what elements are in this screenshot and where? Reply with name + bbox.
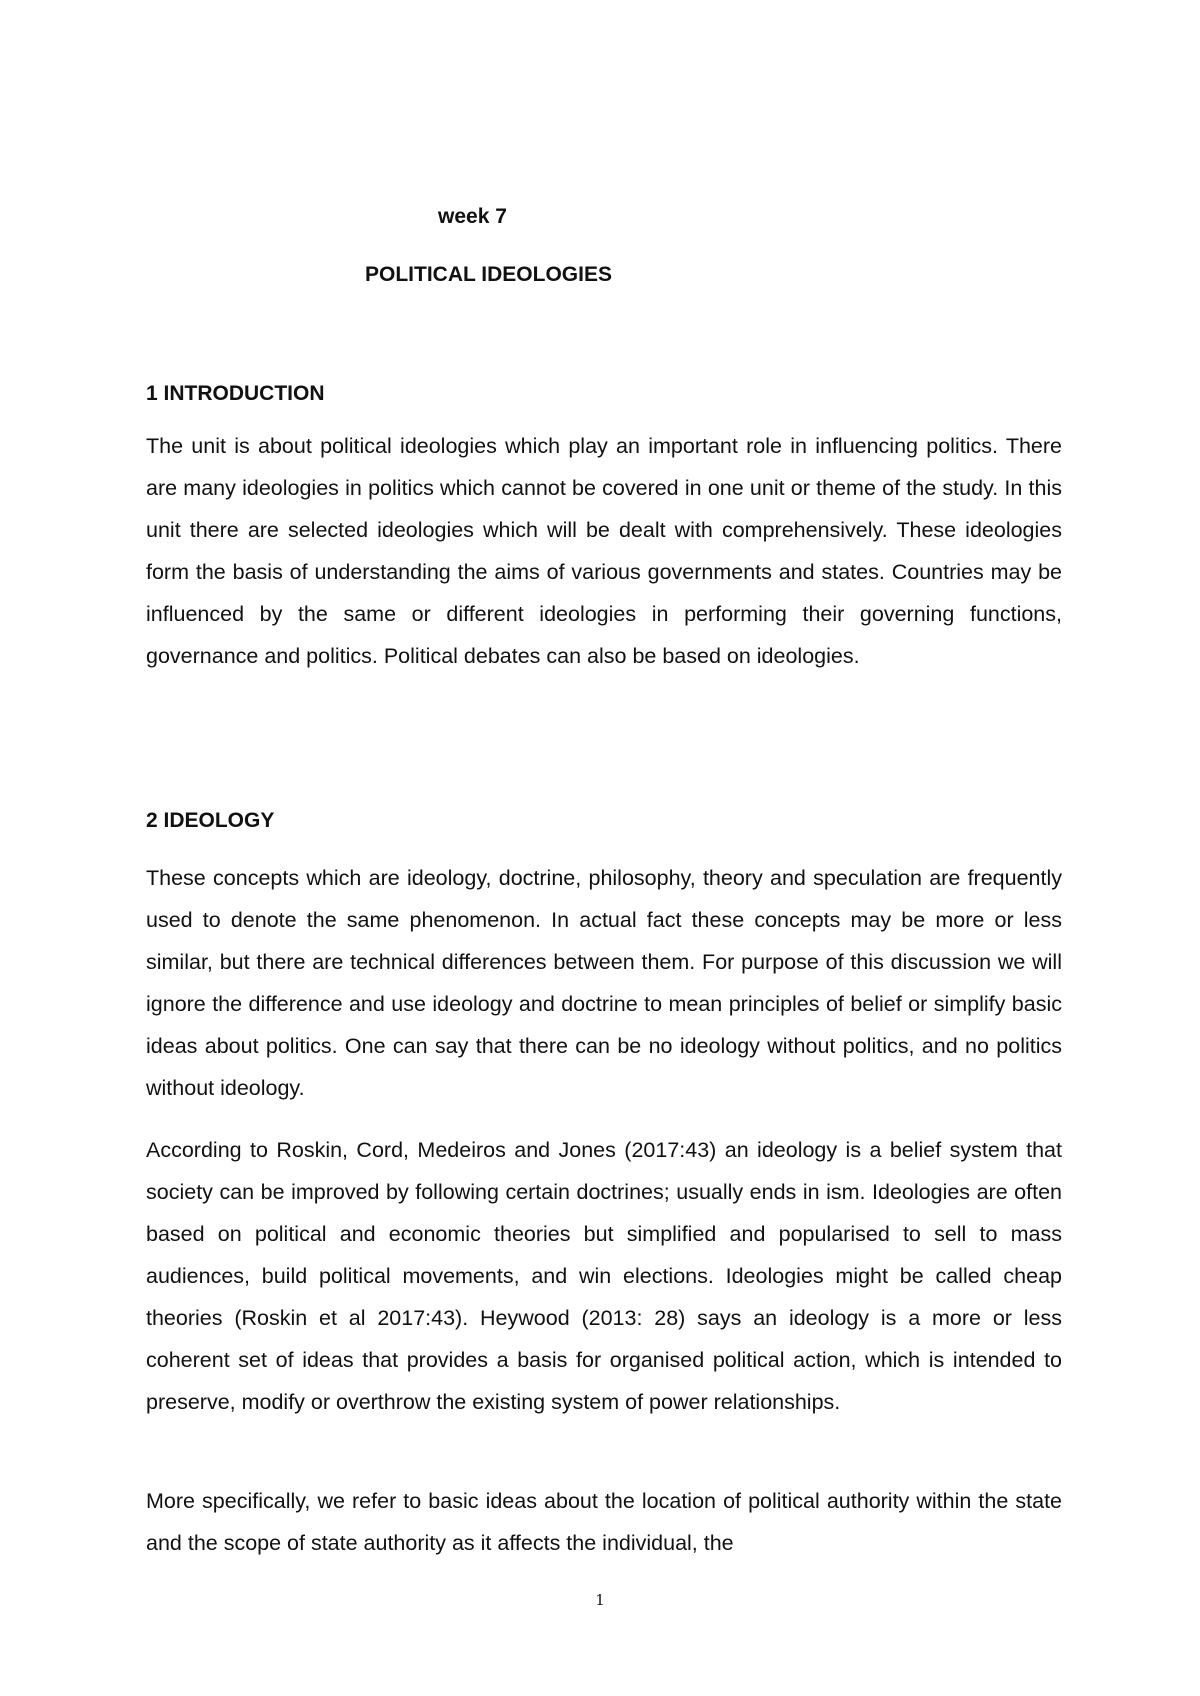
section-heading-ideology: 2 IDEOLOGY <box>146 809 275 832</box>
section-heading-introduction: 1 INTRODUCTION <box>146 382 325 405</box>
paragraph-ideology-specifics: More specifically, we refer to basic ideas about the location of political authority within the state and the scope of state authority as it affects the individual, the <box>146 1489 1062 1555</box>
paragraph-introduction: The unit is about political ideologies which play an important role in influencing politics. There are many ideologies in politics which cannot be covered in one unit or theme of the study. In this unit there are selected ideologies which will be dealt with comprehensively. These ideologies form the basis of understanding the aims of various governments and states. Countries may be influenced by the same or different ideologies in performing their governing functions, governance and politics. Political debates can also be based on ideologies. <box>146 434 1062 668</box>
page-title: POLITICAL IDEOLOGIES <box>365 263 612 286</box>
page-number: 1 <box>595 1591 605 1609</box>
paragraph-ideology-definition: According to Roskin, Cord, Medeiros and Jones (2017:43) an ideology is a belief system that society can be improved by following certain doctrines; usually ends in ism. Ideologies are often based on political and economic theories but simplified and popularised to sell to mass audiences, build political movements, and win elections. Ideologies might be called cheap theories (Roskin et al 2017:43). Heywood (2013: 28) says an ideology is a more or less coherent set of ideas that provides a basis for organised political action, which is intended to preserve, modify or overthrow the existing system of power relationships. <box>146 1138 1062 1414</box>
week-label: week 7 <box>438 205 507 228</box>
paragraph-ideology-concepts: These concepts which are ideology, doctrine, philosophy, theory and speculation are frequently used to denote the same phenomenon. In actual fact these concepts may be more or less similar, but there are technical differences between them. For purpose of this discussion we will ignore the difference and use ideology and doctrine to mean principles of belief or simplify basic ideas about politics. One can say that there can be no ideology without politics, and no politics without ideology. <box>146 866 1062 1100</box>
